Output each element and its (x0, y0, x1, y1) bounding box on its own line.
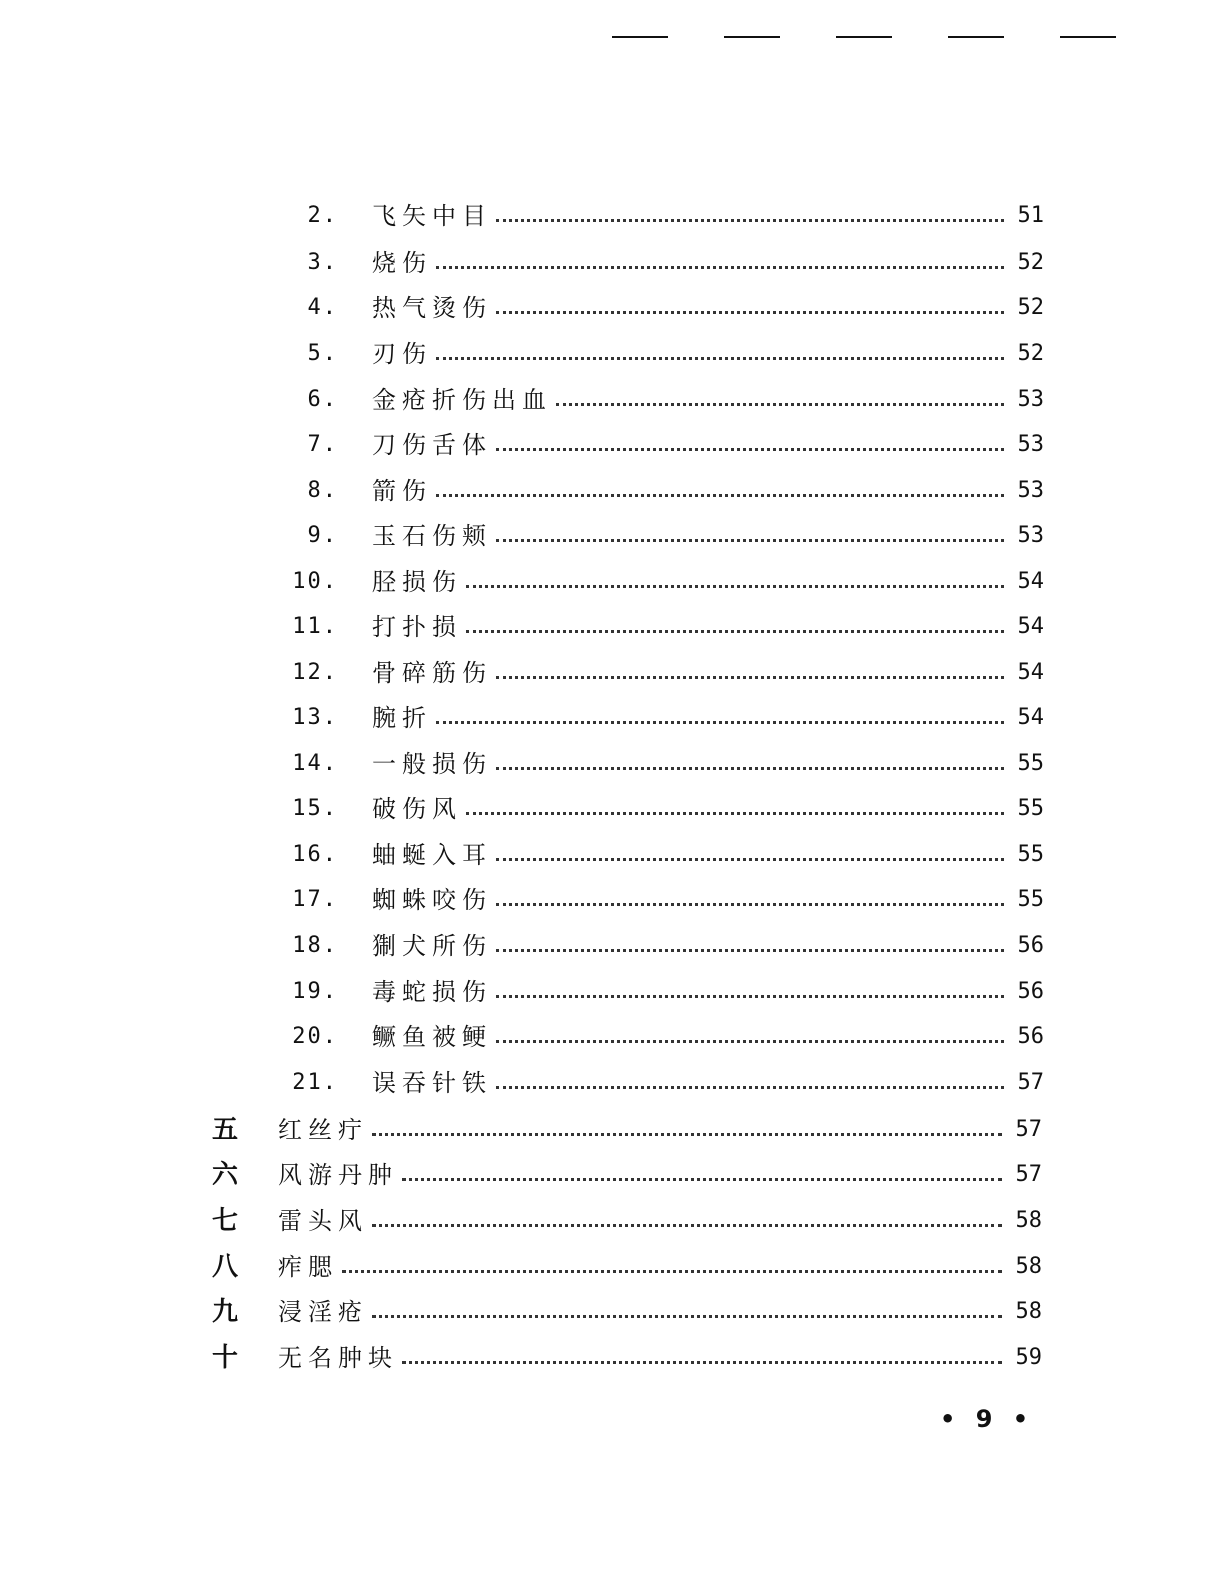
entry-page: 54 (1017, 614, 1044, 639)
toc-entry (290, 929, 1044, 963)
entry-page: 55 (1017, 796, 1044, 821)
dot-leader (496, 1086, 1004, 1089)
dot-leader (496, 767, 1004, 770)
toc-entry (290, 656, 1044, 690)
dot-leader (496, 676, 1004, 679)
toc-section (212, 1295, 1042, 1329)
entry-page: 53 (1017, 387, 1044, 412)
entry-title: 毒蛇损伤 (372, 978, 492, 1006)
entry-number: 14. (292, 751, 338, 776)
section-title: 风游丹肿 (278, 1161, 398, 1189)
section-title: 浸淫疮 (278, 1298, 368, 1326)
entry-title: 腕折 (372, 704, 432, 732)
entry-title: 金疮折伤出血 (372, 386, 552, 414)
entry-title: 烧伤 (372, 249, 432, 277)
entry-page: 52 (1017, 341, 1044, 366)
entry-page: 55 (1017, 751, 1044, 776)
entry-title: 刀伤舌体 (372, 431, 492, 459)
entry-number: 4. (307, 295, 338, 320)
entry-number: 7. (307, 432, 338, 457)
toc-entry (290, 975, 1044, 1009)
toc-entry (290, 838, 1044, 872)
dot-leader (496, 311, 1004, 314)
entry-title: 蚰蜒入耳 (372, 841, 492, 869)
dot-leader (402, 1178, 1002, 1181)
entry-number: 15. (292, 796, 338, 821)
toc-entry (290, 428, 1044, 462)
section-number: 九 (212, 1297, 241, 1327)
entry-title: 一般损伤 (372, 750, 492, 778)
entry-number: 6. (307, 387, 338, 412)
entry-number: 10. (292, 569, 338, 594)
toc-entry (290, 701, 1044, 735)
toc-section (212, 1204, 1042, 1238)
toc-entry (290, 1020, 1044, 1054)
dot-leader (466, 812, 1004, 815)
dot-leader (466, 585, 1004, 588)
toc-entry (290, 883, 1044, 917)
entry-page: 56 (1017, 1024, 1044, 1049)
dot-leader (342, 1270, 1002, 1273)
toc-section (212, 1158, 1042, 1192)
entry-number: 9. (307, 523, 338, 548)
entry-page: 56 (1017, 933, 1044, 958)
dot-leader (372, 1315, 1002, 1318)
dot-leader (402, 1361, 1002, 1364)
entry-number: 3. (307, 250, 338, 275)
dot-leader (496, 949, 1004, 952)
dot-leader (436, 266, 1004, 269)
entry-page: 52 (1017, 250, 1044, 275)
entry-number: 18. (292, 933, 338, 958)
entry-title: 箭伤 (372, 477, 432, 505)
entry-page: 55 (1017, 887, 1044, 912)
entry-title: 刃伤 (372, 340, 432, 368)
entry-number: 21. (292, 1070, 338, 1095)
toc-section (212, 1250, 1042, 1284)
toc-entry (290, 337, 1044, 371)
entry-page: 53 (1017, 478, 1044, 503)
section-title: 红丝疔 (278, 1116, 368, 1144)
section-number: 七 (212, 1206, 241, 1236)
section-title: 痄腮 (278, 1253, 338, 1281)
entry-number: 2. (307, 203, 338, 228)
entry-number: 16. (292, 842, 338, 867)
entry-number: 12. (292, 660, 338, 685)
dot-leader (496, 539, 1004, 542)
entry-title: 玉石伤颊 (372, 522, 492, 550)
entry-page: 55 (1017, 842, 1044, 867)
toc-section (212, 1341, 1042, 1375)
dot-leader (466, 630, 1004, 633)
entry-title: 误吞针铁 (372, 1069, 492, 1097)
entry-number: 5. (307, 341, 338, 366)
entry-number: 17. (292, 887, 338, 912)
entry-page: 52 (1017, 295, 1044, 320)
dot-leader (496, 903, 1004, 906)
dot-leader (496, 448, 1004, 451)
toc-entry (290, 792, 1044, 826)
section-page: 57 (1015, 1117, 1042, 1142)
toc-entry (290, 474, 1044, 508)
toc-entry (290, 519, 1044, 553)
section-page: 57 (1015, 1162, 1042, 1187)
section-number: 十 (212, 1343, 241, 1373)
toc-entry (290, 565, 1044, 599)
entry-page: 54 (1017, 569, 1044, 594)
toc-entry (290, 610, 1044, 644)
section-page: 58 (1015, 1254, 1042, 1279)
dot-leader (436, 357, 1004, 360)
dot-leader (496, 219, 1004, 222)
section-number: 五 (212, 1115, 241, 1145)
section-number: 八 (212, 1252, 241, 1282)
section-title: 无名肿块 (278, 1344, 398, 1372)
entry-number: 8. (307, 478, 338, 503)
entry-title: 破伤风 (372, 795, 462, 823)
section-page: 59 (1015, 1345, 1042, 1370)
section-title: 雷头风 (278, 1207, 368, 1235)
entry-title: 胫损伤 (372, 568, 462, 596)
entry-page: 53 (1017, 432, 1044, 457)
toc-section (212, 1113, 1042, 1147)
page-number: • 9 • (940, 1405, 1035, 1433)
dot-leader (556, 403, 1004, 406)
toc-entry (290, 747, 1044, 781)
toc-entry (290, 199, 1044, 233)
dot-leader (496, 995, 1004, 998)
entry-number: 11. (292, 614, 338, 639)
entry-number: 20. (292, 1024, 338, 1049)
dot-leader (436, 494, 1004, 497)
entry-title: 飞矢中目 (372, 202, 492, 230)
entry-page: 53 (1017, 523, 1044, 548)
dot-leader (372, 1133, 1002, 1136)
dot-leader (496, 1040, 1004, 1043)
entry-page: 54 (1017, 660, 1044, 685)
entry-page: 54 (1017, 705, 1044, 730)
section-number: 六 (212, 1160, 241, 1190)
toc-entry (290, 383, 1044, 417)
toc-entry (290, 1066, 1044, 1100)
entry-title: 打扑损 (372, 613, 462, 641)
entry-title: 热气烫伤 (372, 294, 492, 322)
entry-title: 蜘蛛咬伤 (372, 886, 492, 914)
dot-leader (372, 1224, 1002, 1227)
entry-title: 骨碎筋伤 (372, 659, 492, 687)
dot-leader (496, 858, 1004, 861)
toc-entry (290, 246, 1044, 280)
entry-page: 51 (1017, 203, 1044, 228)
entry-page: 57 (1017, 1070, 1044, 1095)
entry-page: 56 (1017, 979, 1044, 1004)
dot-leader (436, 721, 1004, 724)
entry-number: 19. (292, 979, 338, 1004)
entry-title: 鳜鱼被鲠 (372, 1023, 492, 1051)
entry-title: 猘犬所伤 (372, 932, 492, 960)
section-page: 58 (1015, 1208, 1042, 1233)
toc-entry (290, 291, 1044, 325)
entry-number: 13. (292, 705, 338, 730)
section-page: 58 (1015, 1299, 1042, 1324)
